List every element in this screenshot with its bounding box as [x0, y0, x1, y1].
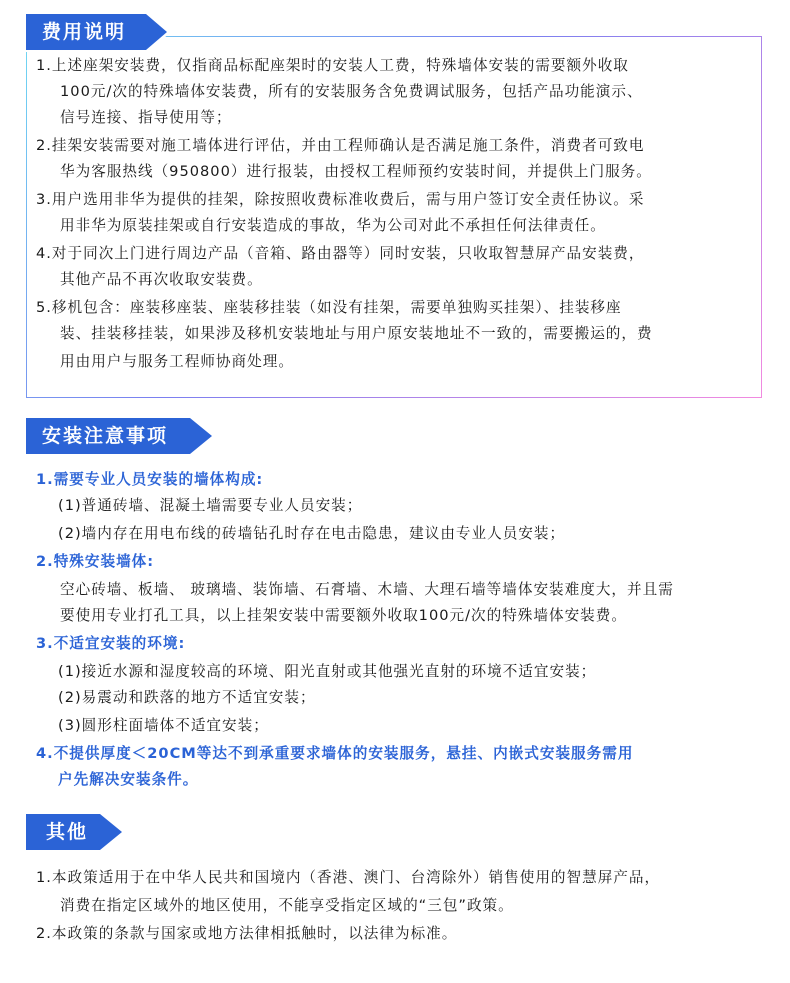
fee-line-5: 华为客服热线（950800）进行报装，由授权工程师预约安装时间，并提供上门服务。: [60, 163, 652, 180]
fee-line-11: 装、挂装移挂装，如果涉及移机安装地址与用户原安装地址不一致的，需要搬运的，费: [60, 325, 653, 342]
fee-line-1: 1.上述座架安装费，仅指商品标配座架时的安装人工费，特殊墙体安装的需要额外收取: [36, 57, 629, 74]
notes-heading-4-cont: 户先解决安装条件。: [58, 771, 199, 788]
notes-heading-3: 3.不适宜安装的环境:: [36, 635, 186, 652]
fee-section-title: 费用说明: [42, 21, 127, 43]
other-section-title: 其他: [46, 821, 89, 843]
install-notes-header: [26, 416, 216, 456]
fee-line-7: 用非华为原装挂架或自行安装造成的事故，华为公司对此不承担任何法律责任。: [60, 217, 606, 234]
notes-heading-4: 4.不提供厚度＜20CM等达不到承重要求墙体的安装服务，悬挂、内嵌式安装服务需用: [36, 745, 634, 762]
fee-line-6: 3.用户选用非华为提供的挂架，除按照收费标准收费后，需与用户签订安全责任协议。采: [36, 191, 645, 208]
other-line-2: 消费在指定区域外的地区使用，不能享受指定区域的“三包”政策。: [60, 897, 514, 914]
notes-line: (3)圆形柱面墙体不适宜安装；: [58, 717, 269, 734]
notes-line: (2)墙内存在用电布线的砖墙钻孔时存在电击隐患，建议由专业人员安装；: [58, 525, 566, 542]
fee-line-9: 其他产品不再次收取安装费。: [60, 271, 263, 288]
fee-line-3: 信号连接、指导使用等；: [60, 109, 232, 126]
install-notes-title: 安装注意事项: [42, 425, 169, 447]
fee-line-8: 4.对于同次上门进行周边产品（音箱、路由器等）同时安装，只收取智慧屏产品安装费，: [36, 245, 645, 262]
notes-line: 空心砖墙、板墙、 玻璃墙、装饰墙、石膏墙、木墙、大理石墙等墙体安装难度大，并且需: [60, 581, 674, 598]
other-line-1: 1.本政策适用于在中华人民共和国境内（香港、澳门、台湾除外）销售使用的智慧屏产品，: [36, 869, 661, 886]
fee-line-4: 2.挂架安装需要对施工墙体进行评估，并由工程师确认是否满足施工条件，消费者可致电: [36, 137, 645, 154]
fee-line-10: 5.移机包含：座装移座装、座装移挂装（如没有挂架，需要单独购买挂架）、挂装移座: [36, 299, 622, 316]
other-section-header: [26, 812, 126, 852]
fee-line-2: 100元/次的特殊墙体安装费，所有的安装服务含免费调试服务，包括产品功能演示、: [60, 83, 643, 100]
fee-section-header: [26, 12, 171, 52]
notes-line: (1)普通砖墙、混凝土墙需要专业人员安装；: [58, 497, 363, 514]
other-line-3: 2.本政策的条款与国家或地方法律相抵触时，以法律为标准。: [36, 925, 458, 942]
fee-line-12: 用由用户与服务工程师协商处理。: [60, 353, 294, 370]
notes-heading-1: 1.需要专业人员安装的墙体构成:: [36, 471, 264, 488]
notes-line: (2)易震动和跌落的地方不适宜安装；: [58, 689, 316, 706]
notes-line: (1)接近水源和湿度较高的环境、阳光直射或其他强光直射的环境不适宜安装；: [58, 663, 597, 680]
notes-heading-2: 2.特殊安装墙体:: [36, 553, 155, 570]
notes-line: 要使用专业打孔工具，以上挂架安装中需要额外收取100元/次的特殊墙体安装费。: [60, 607, 627, 624]
